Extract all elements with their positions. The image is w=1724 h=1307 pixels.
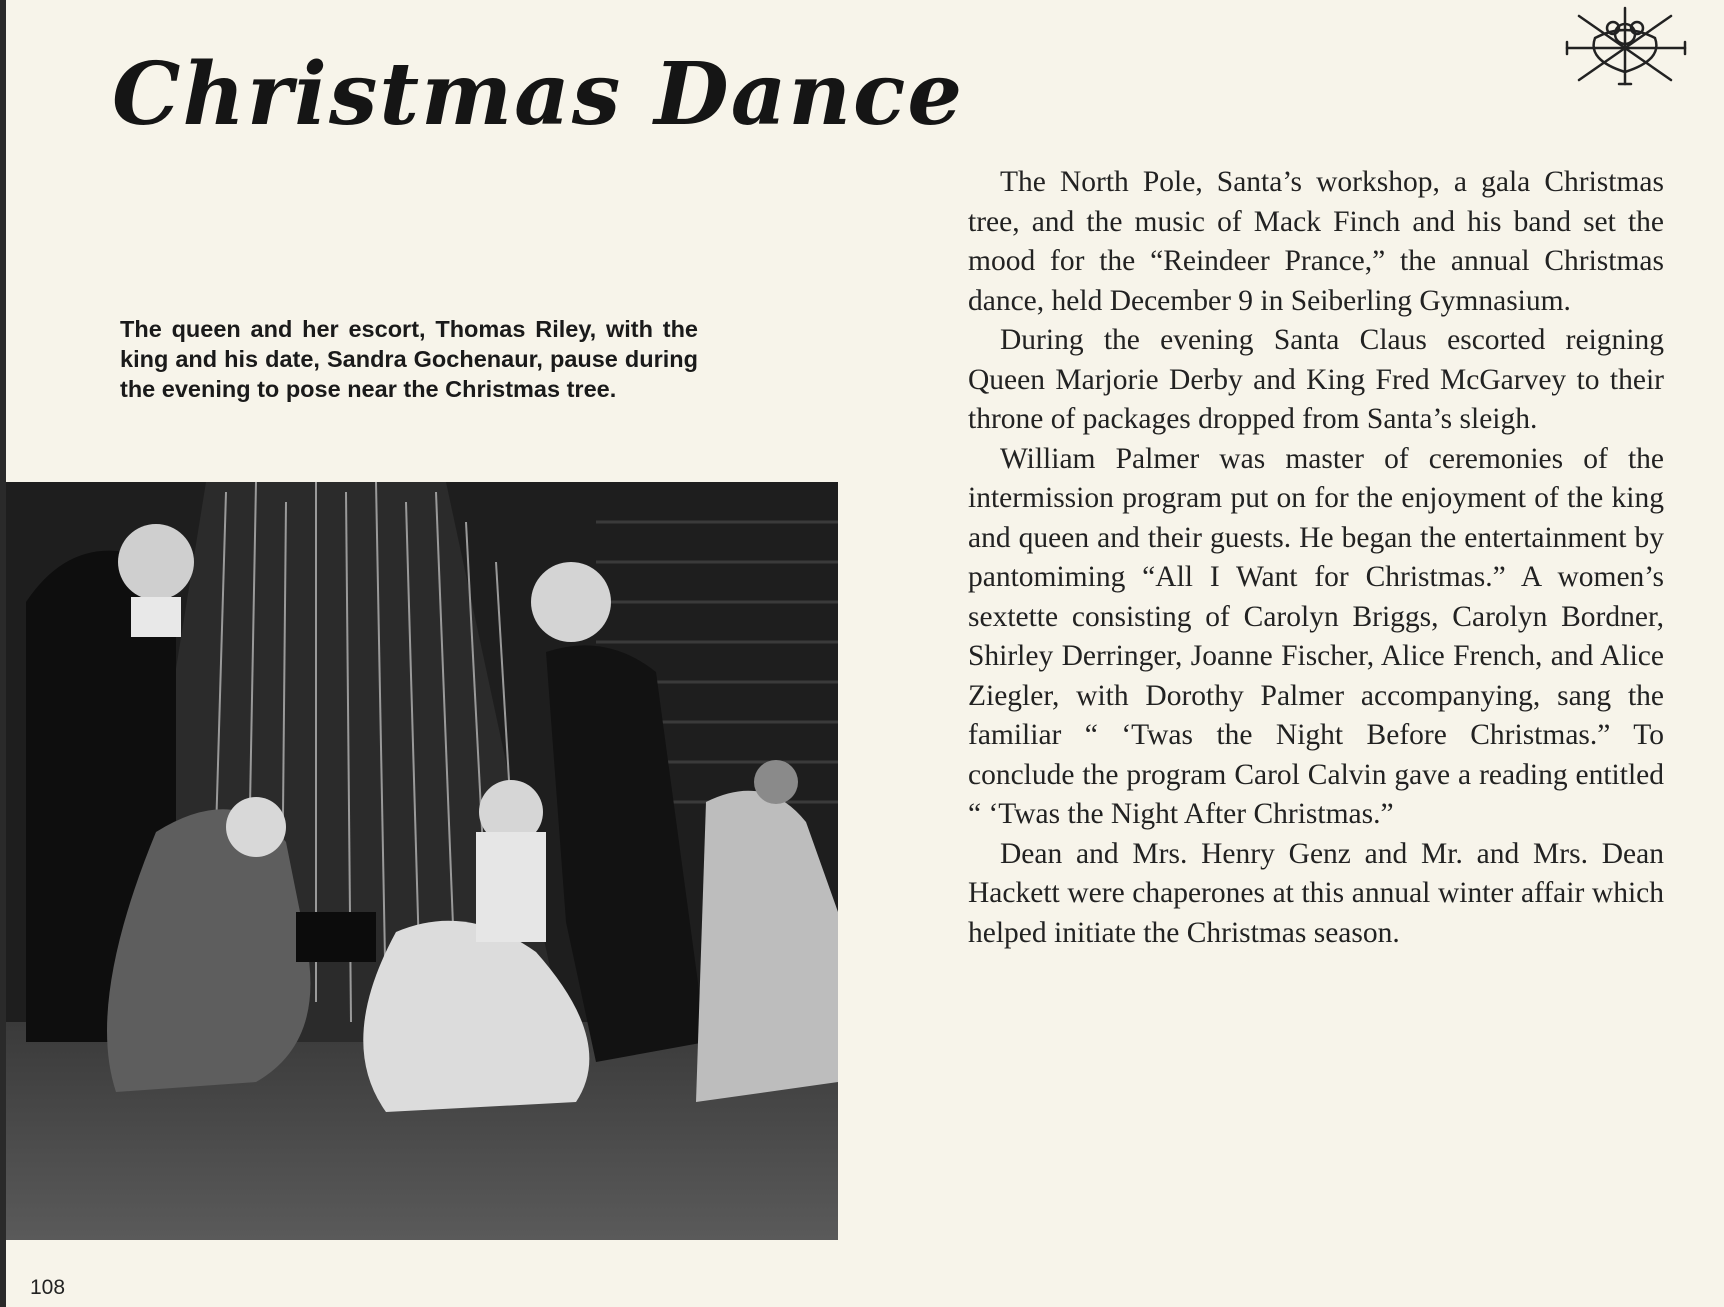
article-paragraph: Dean and Mrs. Henry Genz and Mr. and Mrs. Dean Hackett were chaperones at this annual winter affair which helped initiate the Christmas season. xyxy=(968,837,1664,949)
photo-caption: The queen and her escort, Thomas Riley, with the king and his date, Sandra Gochenaur, pause during the evening to pose near the Christmas tree. xyxy=(120,316,698,402)
snowflake-ornament-icon xyxy=(1555,0,1695,92)
page-number: 108 xyxy=(30,1276,66,1299)
article-body xyxy=(968,163,1664,953)
page-title: Christmas Dance xyxy=(112,44,965,145)
dance-photo xyxy=(6,482,838,1240)
article-paragraph: William Palmer was master of ceremonies of the intermission program put on for the enjoyment of the king and queen and their guests. He began the entertainment by pantomiming “All I Want for Christmas.” A women’s sextette consisting of Carolyn Briggs, Carolyn Bordner, Shirley Derringer, Joanne Fischer, Alice French, and Alice Ziegler, with Dorothy Palmer accompanying, sang the familiar “ ‘Twas the Night Before Christmas.” To conclude the program Carol Calvin gave a reading entitled “ ‘Twas the Night After Christmas.” xyxy=(968,442,1664,830)
article-paragraph: During the evening Santa Claus escorted reigning Queen Marjorie Derby and King Fred McGarvey to their throne of packages dropped from Santa’s sleigh. xyxy=(968,324,1664,435)
article-paragraph: The North Pole, Santa’s workshop, a gala Christmas tree, and the music of Mack Finch and his band set the mood for the “Reindeer Prance,” the annual Christmas dance, held December 9 in Seiberling Gymnasium. xyxy=(968,166,1664,317)
